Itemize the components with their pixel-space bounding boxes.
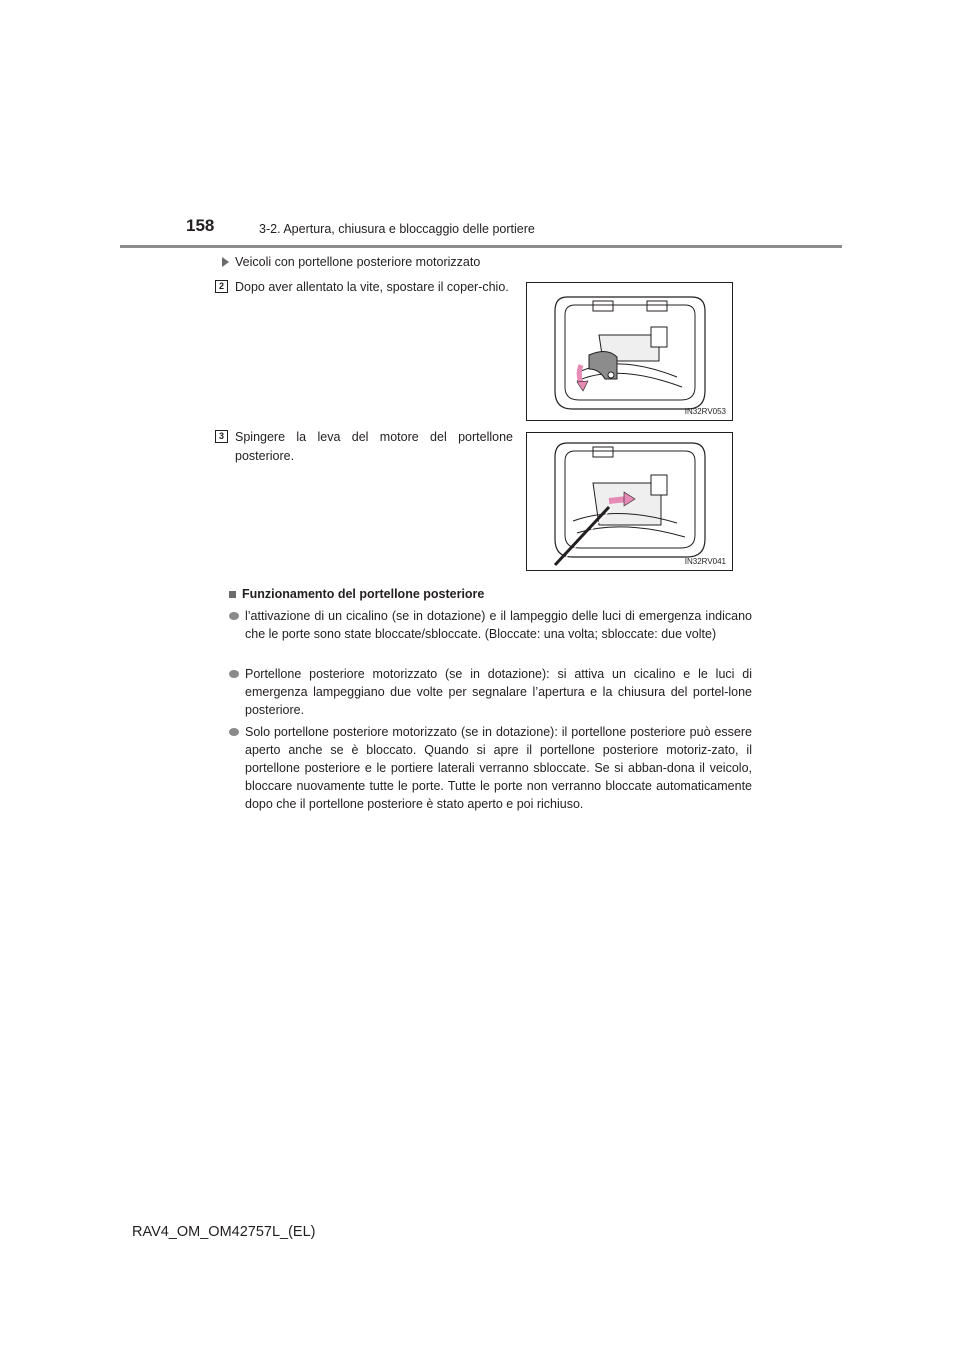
step-text-3: Spingere la leva del motore del portellone posteriore. — [235, 430, 513, 463]
circle-bullet-icon — [229, 728, 239, 736]
page-number: 158 — [186, 216, 215, 235]
bullet-text: Portellone posteriore motorizzato (se in dotazione): si attiva un cicalino e le luci di emergenza lampeggiano due volte per segnalare l’apertura e la chiusura del portel-lone posteriore. — [245, 667, 752, 717]
header-rule — [120, 245, 842, 248]
figure-lever-push — [526, 432, 733, 571]
section-title: 3-2. Apertura, chiusura e bloccaggio delle portiere — [259, 222, 535, 236]
step-number-2: 2 — [215, 280, 228, 293]
circle-bullet-icon — [229, 612, 239, 620]
bullet-text: Solo portellone posteriore motorizzato (se in dotazione): il portellone posteriore può essere aperto anche se è bloccato. Quando si apre il portellone posteriore motoriz-zato, il portellone posteriore e le portiere laterali verranno sbloccate. Se si abban-dona il veicolo, bloccare nuovamente tutte le porte. Tutte le porte non verranno bloccate automaticamente dopo che il portellone posteriore è stato aperto e poi richiuso. — [245, 725, 752, 811]
info-bullet-2 — [229, 665, 752, 719]
variant-line — [222, 255, 480, 269]
figure-cover-removal — [526, 282, 733, 421]
variant-label: Veicoli con portellone posteriore motorizzato — [235, 255, 481, 269]
square-bullet-icon — [229, 591, 236, 598]
circle-bullet-icon — [229, 670, 239, 678]
step-text-2: Dopo aver allentato la vite, spostare il coper-chio. — [235, 280, 509, 294]
cover-removal-illustration — [527, 283, 732, 420]
info-bullet-3 — [229, 723, 752, 813]
lever-push-illustration — [527, 433, 732, 570]
step-number-3: 3 — [215, 430, 228, 443]
bullet-text: l’attivazione di un cicalino (se in dotazione) e il lampeggio delle luci di emergenza indicano che le porte sono state bloccate/sbloccate. (Bloccate: una volta; sbloccate: due volte) — [245, 609, 752, 641]
info-bullet-1 — [229, 607, 752, 643]
triangle-bullet-icon — [222, 257, 229, 267]
figure-code: IN32RV053 — [684, 407, 726, 416]
info-heading-text: Funzionamento del portellone posteriore — [242, 587, 485, 601]
document-code: RAV4_OM_OM42757L_(EL) — [132, 1224, 316, 1240]
figure-code: IN32RV041 — [684, 557, 726, 566]
info-heading — [229, 587, 484, 601]
